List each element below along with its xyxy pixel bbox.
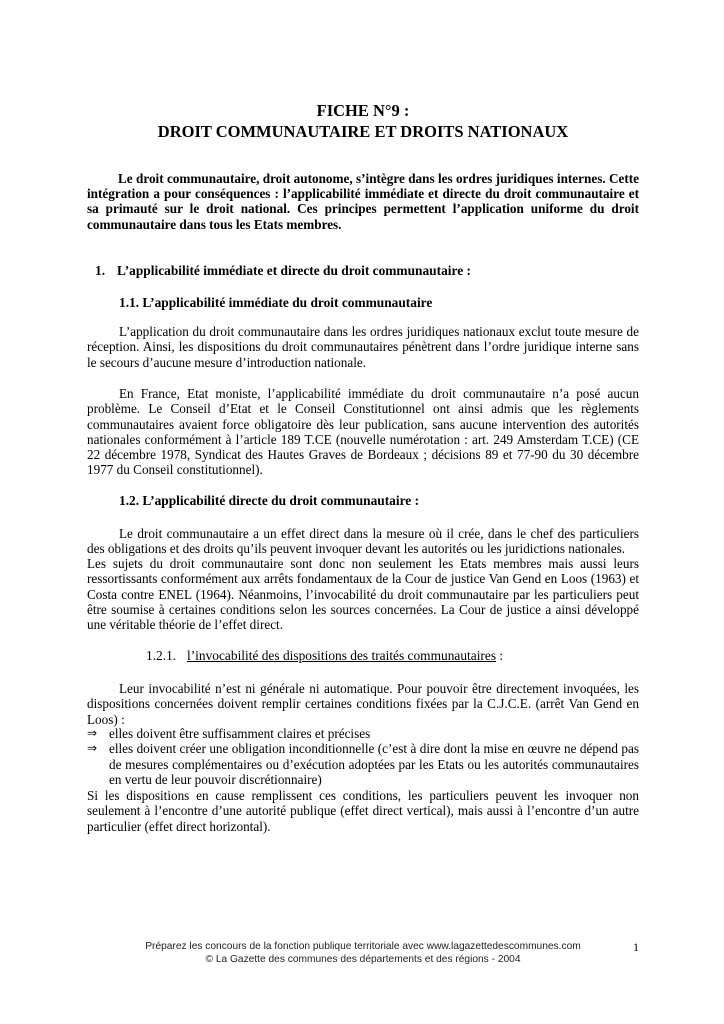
section-1-2-1-paragraph-2: Si les dispositions en cause remplissent ces conditions, les particuliers peuvent les invoquer non seulement à l’encontre d’une autorité publique (effet direct vertical), mais aussi à l’encontre d’un autre particulier (effet direct horizontal). — [87, 788, 639, 834]
footer-line-2: © La Gazette des communes des départements et des régions - 2004 — [205, 954, 521, 965]
footer-line-1: Préparez les concours de la fonction publique territoriale avec www.lagazettedescommunes.com — [145, 941, 581, 952]
section-1-2-paragraph-1b: Les sujets du droit communautaire sont donc non seulement les Etats membres mais aussi leurs ressortissants conformément aux arrêts fondamentaux de la Cour de justice Van Gend en Loos (1963) et Costa contre ENEL (1964). Néanmoins, l’invocabilité du droit communautaire par les particuliers peut être soumise à certaines conditions selon les sources concernées. La Cour de justice a ainsi développé une véritable théorie de l’effet direct. — [87, 556, 639, 633]
list-item — [87, 726, 639, 741]
page-number: 1 — [633, 940, 639, 954]
section-1-2-1-paragraph-1: Leur invocabilité n’est ni générale ni automatique. Pour pouvoir être directement invoquées, les dispositions concernées doivent remplir certaines conditions fixées par la C.J.C.E. (arrêt Van Gend en Loos) : — [87, 681, 639, 727]
section-1-2-1-number: 1.2.1. — [146, 648, 177, 663]
section-1-2-paragraph-1a: Le droit communautaire a un effet direct dans la mesure où il crée, dans le chef des particuliers des obligations et des droits qu’ils peuvent invoquer devant les autorités ou les juridictions nationales. — [87, 526, 639, 557]
list-item — [87, 741, 639, 787]
page-footer — [87, 940, 639, 966]
rightwards-double-arrow-icon: ⇒ — [87, 726, 98, 740]
section-1-2-1-suffix: : — [496, 648, 504, 663]
section-1-title: L’applicabilité immédiate et directe du droit communautaire : — [117, 263, 471, 278]
section-1-2-heading: 1.2. L’applicabilité directe du droit communautaire : — [119, 493, 420, 508]
list-item-text: elles doivent être suffisamment claires et précises — [109, 726, 371, 741]
abstract-paragraph: Le droit communautaire, droit autonome, s’intègre dans les ordres juridiques internes. Cette intégration a pour conséquences : l’applicabilité immédiate et directe du droit communautaire et sa primauté sur le droit national. Ces principes permettent l’application uniforme du droit communautaire dans tous les Etats membres. — [87, 171, 639, 232]
page-title-line2: DROIT COMMUNAUTAIRE ET DROITS NATIONAUX — [157, 122, 569, 141]
list-item-text: elles doivent créer une obligation inconditionnelle (c’est à dire dont la mise en œuvre ne dépend pas de mesures complémentaires ou d’exécution adoptées par les Etats ou les autorités communautaires en vertu de leur pouvoir discrétionnaire) — [109, 741, 639, 787]
section-1-1-paragraph-1: L’application du droit communautaire dans les ordres juridiques nationaux exclut toute mesure de réception. Ainsi, les dispositions du droit communautaires pénètrent dans l’ordre juridique interne sans le secours d’aucune mesure d’introduction nationale. — [87, 324, 639, 370]
section-1-number: 1. — [95, 263, 106, 278]
section-1-1-heading: 1.1. L’applicabilité immédiate du droit communautaire — [119, 295, 433, 310]
section-1-2-1-title: l’invocabilité des dispositions des traités communautaires — [187, 648, 497, 663]
conditions-list — [87, 726, 639, 787]
section-1-2-1-heading — [146, 648, 503, 664]
rightwards-double-arrow-icon: ⇒ — [87, 741, 98, 756]
page-title-line1: FICHE N°9 : — [316, 101, 410, 120]
section-1-heading — [95, 263, 471, 279]
section-1-1-paragraph-2: En France, Etat moniste, l’applicabilité immédiate du droit communautaire n’a posé aucun problème. Le Conseil d’Etat et le Conseil Constitutionnel ont ainsi admis que les règlements communautaires avaient force obligatoire dès leur publication, sans aucune intervention des autorités nationales conformément à l’article 189 T.CE (nouvelle numérotation : art. 249 Amsterdam T.CE) (CE 22 décembre 1978, Syndicat des Hautes Graves de Bordeaux ; décisions 89 et 77-90 du 30 décembre 1977 du Conseil constitutionnel). — [87, 386, 639, 478]
